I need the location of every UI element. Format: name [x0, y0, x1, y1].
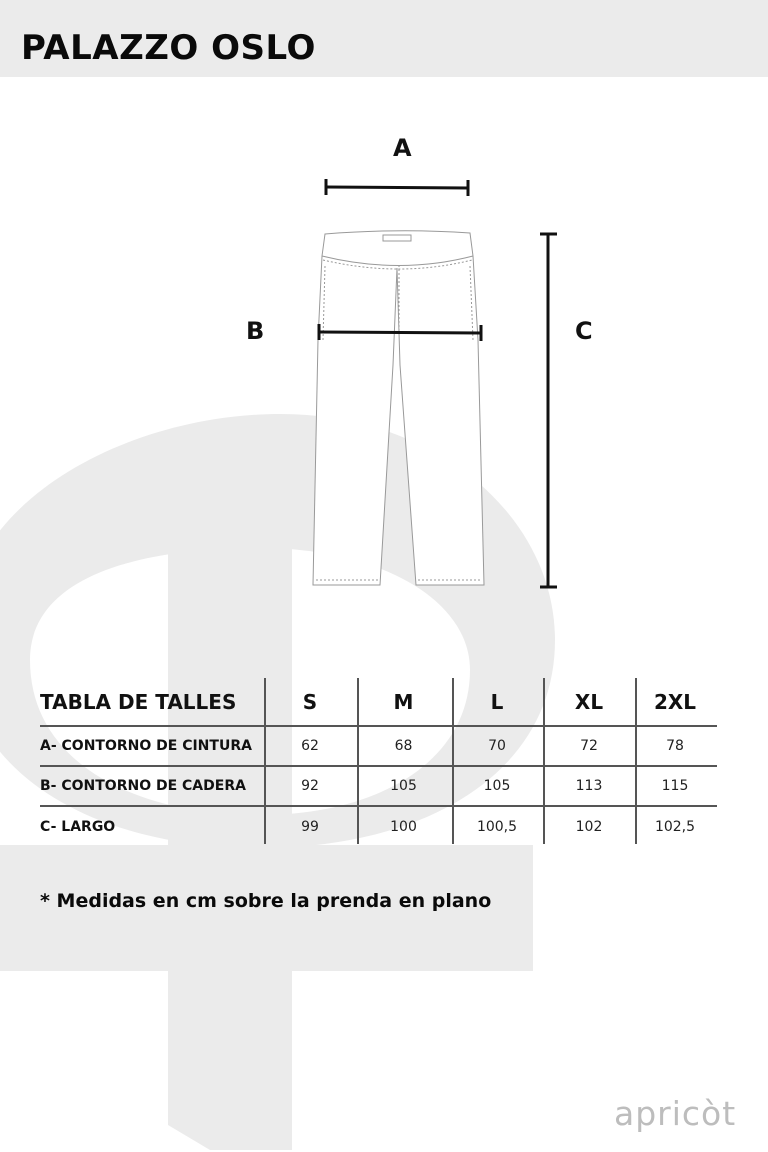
size-header-xl: XL [574, 689, 604, 714]
table-divider [357, 678, 359, 844]
row-label-largo: C- LARGO [40, 819, 116, 835]
row-label-cintura: A- CONTORNO DE CINTURA [40, 738, 252, 754]
measure-line-c [540, 234, 557, 587]
measurement-note: * Medidas en cm sobre la prenda en plano [40, 890, 492, 912]
table-cell: 78 [666, 738, 684, 754]
table-cell: 72 [580, 738, 598, 754]
dimension-label-b: B [246, 317, 265, 345]
table-cell: 100,5 [476, 819, 518, 835]
table-cell: 102,5 [654, 819, 696, 835]
dimension-label-a: A [393, 134, 412, 162]
table-header-row [40, 678, 717, 727]
size-header-m: M [393, 689, 414, 714]
measure-line-a [326, 179, 468, 196]
table-cell: 92 [301, 778, 319, 794]
table-divider [264, 678, 266, 844]
table-cell: 100 [390, 819, 417, 835]
size-table [40, 678, 717, 847]
size-header-l: L [490, 689, 504, 714]
size-header-s: S [302, 689, 318, 714]
table-row [40, 807, 717, 847]
table-cell: 62 [301, 738, 319, 754]
table-cell: 113 [575, 778, 603, 794]
size-header-2xl: 2XL [653, 689, 697, 714]
table-divider [635, 678, 637, 844]
dimension-label-c: C [575, 317, 593, 345]
table-divider [452, 678, 454, 844]
table-cell: 105 [483, 778, 511, 794]
table-divider [543, 678, 545, 844]
table-cell: 115 [661, 778, 689, 794]
row-label-cadera: B- CONTORNO DE CADERA [40, 778, 246, 794]
table-row [40, 767, 717, 807]
table-row [40, 727, 717, 767]
table-title: TABLA DE TALLES [40, 689, 237, 714]
table-cell: 70 [488, 738, 506, 754]
table-cell: 105 [390, 778, 417, 794]
table-cell: 102 [575, 819, 603, 835]
page-title: PALAZZO OSLO [21, 28, 316, 68]
table-cell: 99 [301, 819, 319, 835]
brand-logo: apricòt [614, 1094, 737, 1133]
table-cell: 68 [394, 738, 413, 754]
